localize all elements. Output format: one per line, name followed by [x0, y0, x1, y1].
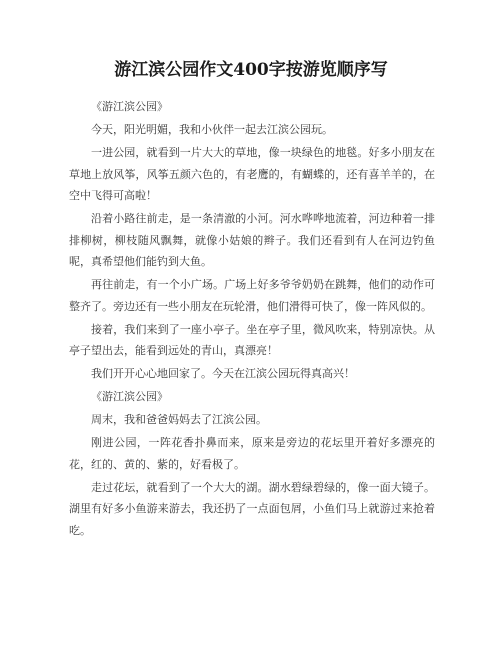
document-title: 游江滨公园作文400字按游览顺序写	[114, 60, 388, 80]
paragraph: 今天，阳光明媚，我和小伙伴一起去江滨公园玩。	[91, 123, 333, 136]
paragraph: 我们开开心心地回家了。今天在江滨公园玩得真高兴！	[91, 367, 355, 380]
paragraph: 一进公园，就看到一片大大的草地，像一块绿色的地毯。好多小朋友在草地上放风筝，风筝五颜六色的，有老鹰的，有蝴蝶的，还有喜羊羊的，在空中飞得可高啦！	[69, 146, 435, 202]
paragraph: 再往前走，有一个小广场。广场上好多爷爷奶奶在跳舞，他们的动作可整齐了。旁边还有一些小朋友在玩轮滑，他们滑得可快了，像一阵风似的。	[69, 278, 435, 313]
paragraph-heading: 《游江滨公园》	[91, 100, 168, 113]
paragraph: 沿着小路往前走，是一条清澈的小河。河水哗哗地流着，河边种着一排排柳树，柳枝随风飘舞，就像小姑娘的辫子。我们还看到有人在河边钓鱼呢，真希望他们能钓到大鱼。	[69, 212, 435, 268]
paragraph: 接着，我们来到了一座小亭子。坐在亭子里，微风吹来，特别凉快。从亭子望出去，能看到远处的青山，真漂亮！	[69, 322, 435, 357]
paragraph: 周末，我和爸爸妈妈去了江滨公园。	[91, 413, 267, 426]
paragraph: 刚进公园，一阵花香扑鼻而来，原来是旁边的花坛里开着好多漂亮的花，红的、黄的、紫的，好看极了。	[69, 436, 435, 471]
paragraph: 走过花坛，就看到了一个大大的湖。湖水碧绿碧绿的，像一面大镜子。湖里有好多小鱼游来游去，我还扔了一点面包屑，小鱼们马上就游过来抢着吃。	[69, 480, 435, 537]
paragraph-heading: 《游江滨公园》	[91, 390, 168, 403]
document-body	[69, 96, 435, 543]
